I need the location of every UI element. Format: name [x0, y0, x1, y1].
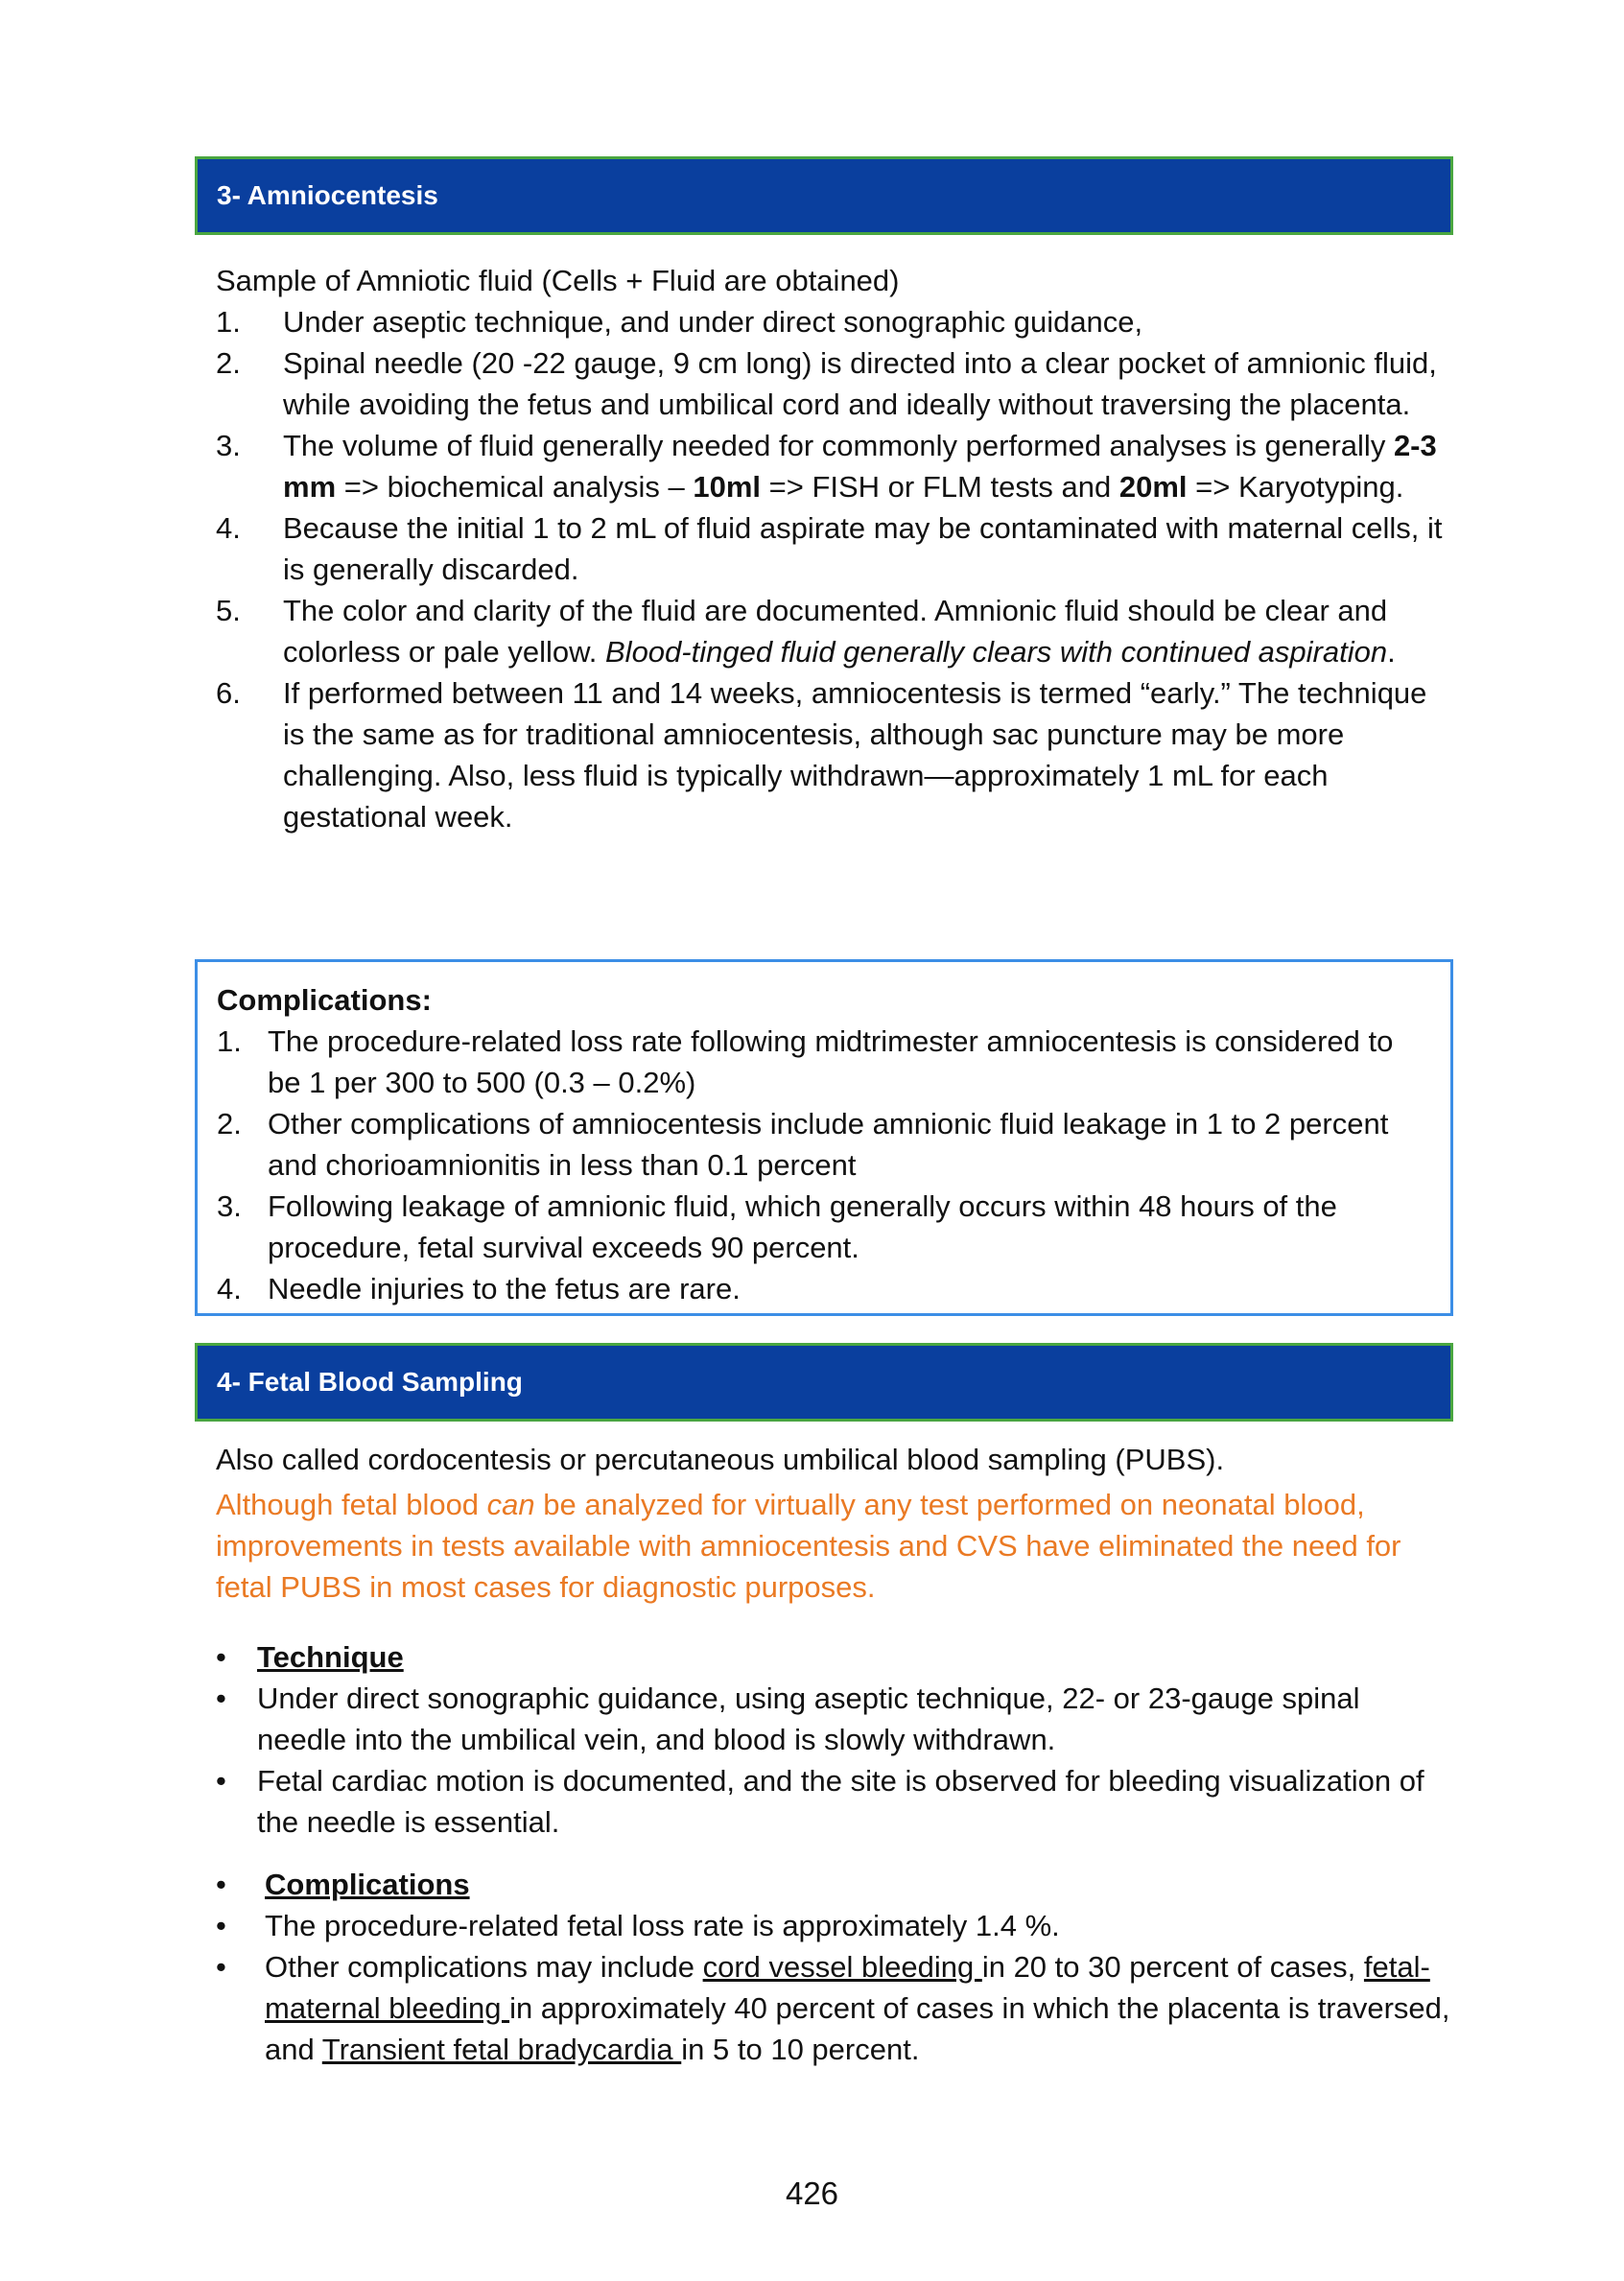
list-item: 2. Spinal needle (20 -22 gauge, 9 cm long) is directed into a clear pocket of amnionic fluid, while avoiding the fetus and umbilical cord and ideally without traversing the placenta.	[216, 346, 1437, 421]
bullet-icon: •	[216, 1909, 226, 1942]
list-item: 4. Needle injuries to the fetus are rare.	[217, 1272, 741, 1305]
fetal-blood-sampling-body	[216, 1439, 1453, 2070]
complications-list	[217, 1021, 1433, 1309]
complications-box	[195, 959, 1453, 1316]
section-title: 3- Amniocentesis	[217, 180, 438, 210]
bullet-icon: •	[216, 1868, 226, 1901]
complications-title: Complications:	[217, 983, 432, 1017]
fbs-note: Although fetal blood can be analyzed for virtually any test performed on neonatal blood, improvements in tests available with amniocentesis and CVS have eliminated the need for fetal PUBS in most cases for diagnostic purposes.	[216, 1488, 1401, 1604]
list-item: 4. Because the initial 1 to 2 mL of fluid aspirate may be contaminated with maternal cells, it is generally discarded.	[216, 511, 1443, 586]
fbs-complications-title: Complications	[265, 1868, 470, 1901]
technique-title: Technique	[257, 1640, 404, 1674]
section-header-fetal-blood-sampling	[195, 1343, 1453, 1422]
list-item: 5. The color and clarity of the fluid are documented. Amnionic fluid should be clear and colorless or pale yellow. Blood-tinged fluid generally clears with continued aspiration.	[216, 594, 1396, 669]
list-item: 3. Following leakage of amnionic fluid, which generally occurs within 48 hours of the procedure, fetal survival exceeds 90 percent.	[217, 1189, 1337, 1264]
list-item: • The procedure-related fetal loss rate is approximately 1.4 %.	[216, 1905, 1453, 1946]
section-title: 4- Fetal Blood Sampling	[217, 1367, 523, 1397]
list-item: 6. If performed between 11 and 14 weeks, amniocentesis is termed “early.” The technique is the same as for traditional amniocentesis, although sac puncture may be more challenging. Also, less fluid is typically withdrawn—approximately 1 mL for each gestational week.	[216, 676, 1427, 834]
fbs-complications-list	[216, 1864, 1453, 2070]
amniocentesis-body	[216, 260, 1453, 837]
section-header-amniocentesis	[195, 156, 1453, 235]
technique-list	[216, 1636, 1453, 1843]
list-item: • Fetal cardiac motion is documented, and the site is observed for bleeding visualization of the needle is essential.	[216, 1760, 1453, 1843]
list-item: 1. The procedure-related loss rate following midtrimester amniocentesis is considered to be 1 per 300 to 500 (0.3 – 0.2%)	[217, 1024, 1394, 1099]
list-item	[216, 1636, 1453, 1678]
list-item: 2. Other complications of amniocentesis include amnionic fluid leakage in 1 to 2 percent and chorioamnionitis in less than 0.1 percent	[217, 1107, 1389, 1182]
bullet-icon: •	[216, 1681, 226, 1715]
fbs-intro: Also called cordocentesis or percutaneous umbilical blood sampling (PUBS).	[216, 1443, 1225, 1476]
list-item	[216, 1864, 1453, 1905]
list-item: 1. Under aseptic technique, and under direct sonographic guidance,	[216, 305, 1143, 339]
amniocentesis-steps	[216, 301, 1453, 837]
list-item: • Under direct sonographic guidance, using aseptic technique, 22- or 23-gauge spinal needle into the umbilical vein, and blood is slowly withdrawn.	[216, 1678, 1453, 1760]
amniocentesis-intro: Sample of Amniotic fluid (Cells + Fluid are obtained)	[216, 264, 900, 297]
list-item: • Other complications may include cord vessel bleeding in 20 to 30 percent of cases, fetal-maternal bleeding in approximately 40 percent of cases in which the placenta is traversed, and Transient fetal bradycardia in 5 to 10 percent.	[216, 1946, 1453, 2070]
page-number: 426	[785, 2175, 839, 2211]
bullet-icon: •	[216, 1640, 226, 1674]
bullet-icon: •	[216, 1950, 226, 1984]
bullet-icon: •	[216, 1764, 226, 1798]
list-item: 3. The volume of fluid generally needed for commonly performed analyses is generally 2-3 mm => biochemical analysis – 10ml => FISH or FLM tests and 20ml => Karyotyping.	[216, 429, 1437, 504]
